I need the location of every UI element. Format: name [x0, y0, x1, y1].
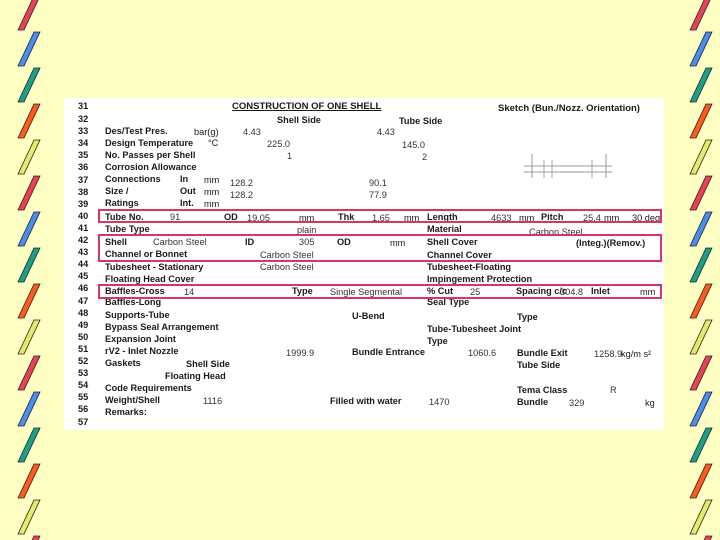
tube-type: plain — [297, 225, 317, 235]
row-number: 47 — [78, 295, 89, 306]
stripe-segment — [690, 32, 712, 66]
label-bypass: Bypass Seal Arrangement — [105, 322, 219, 332]
label-od2: OD — [337, 237, 351, 247]
stripe-segment — [18, 212, 40, 246]
label-in: In — [180, 174, 189, 184]
label-remarks: Remarks: — [105, 407, 147, 417]
row-number: 53 — [78, 368, 89, 379]
temp-shell: 225.0 — [267, 139, 290, 149]
label-inlet: Inlet — [591, 286, 610, 296]
label-impingement: Impingement Protection — [427, 274, 533, 284]
shell-cover-value: (Integ.)(Remov.) — [576, 238, 646, 248]
pct-cut: 25 — [470, 287, 481, 297]
label-tube-no: Tube No. — [105, 212, 144, 222]
label-pct-cut: % Cut — [427, 286, 454, 296]
label-type: Type — [292, 286, 313, 296]
stripe-segment — [18, 248, 40, 282]
stripe-segment — [18, 176, 40, 210]
unit-mm-shell-od: mm — [390, 238, 406, 248]
label-connections: Connections — [105, 174, 161, 184]
row-number: 31 — [78, 101, 89, 111]
label-int: Int. — [180, 198, 194, 208]
label-od: OD — [224, 212, 238, 222]
length: 4633 — [491, 213, 512, 223]
label-size: Size / — [105, 186, 129, 196]
baffles-cross: 14 — [184, 287, 195, 297]
label-supports-tube: Supports-Tube — [105, 310, 170, 320]
out-shell: 128.2 — [230, 190, 253, 200]
highlight-baffles-row — [98, 284, 662, 299]
passes-tube: 2 — [422, 152, 428, 162]
row-number: 39 — [78, 198, 89, 209]
stripe-segment — [18, 356, 40, 390]
stripe-segment — [18, 104, 40, 138]
row-number: 40 — [78, 210, 89, 221]
label-design-temp: Design Temperature — [105, 138, 194, 148]
label-length: Length — [427, 212, 458, 222]
unit-mm-od: mm — [299, 213, 315, 223]
rv2-value: 1999.9 — [286, 348, 315, 358]
label-bundle: Bundle — [517, 397, 549, 407]
label-out: Out — [180, 186, 196, 196]
unit-mm-length: mm — [519, 213, 535, 223]
row-number: 51 — [78, 343, 89, 354]
stripe-segment — [18, 284, 40, 318]
label-gaskets: Gaskets — [105, 358, 141, 368]
label-tube-side-gasket: Tube Side — [517, 360, 561, 370]
temp-tube: 145.0 — [402, 140, 425, 150]
filled-water: 1470 — [429, 397, 450, 407]
label-u-bend: U-Bend — [352, 311, 385, 321]
unit-mm-inlet: mm — [640, 287, 656, 297]
label-id: ID — [245, 237, 255, 247]
row-number: 38 — [78, 186, 89, 197]
stripe-segment — [690, 392, 712, 426]
stripe-segment — [690, 68, 712, 102]
pitch-angle: 30 deg — [632, 213, 661, 223]
shell-id: 305 — [299, 237, 315, 247]
row-number: 32 — [78, 114, 89, 124]
stripe-segment — [690, 0, 712, 30]
label-tube-tubesheet: Tube-Tubesheet Joint — [427, 324, 522, 334]
unit-mm-int: mm — [204, 199, 220, 209]
stripe-segment — [18, 320, 40, 354]
row-number: 57 — [78, 416, 89, 427]
label-des-test-pres: Des/Test Pres. — [105, 126, 168, 136]
label-tubesheet-stationary: Tubesheet - Stationary — [105, 262, 204, 272]
label-spacing: Spacing c/c — [516, 286, 568, 296]
label-bundle-exit: Bundle Exit — [517, 348, 568, 358]
stripe-segment — [18, 500, 40, 534]
unit-mm-pitch: mm — [604, 213, 620, 223]
row-number: 49 — [78, 319, 89, 330]
out-tube: 77.9 — [369, 190, 387, 200]
pres-tube: 4.43 — [377, 127, 395, 137]
label-shell-side-gasket: Shell Side — [186, 359, 230, 369]
label-filled-water: Filled with water — [330, 396, 402, 406]
label-floating-head: Floating Head — [165, 371, 226, 381]
unit-mm-thk: mm — [404, 213, 420, 223]
label-rv2: rV2 - Inlet Nozzle — [105, 346, 179, 356]
stripe-segment — [690, 104, 712, 138]
label-channel-bonnet: Channel or Bonnet — [105, 249, 188, 259]
shell-side-header: Shell Side — [277, 115, 321, 125]
decorative-stripes-left — [4, 0, 44, 540]
label-channel-cover: Channel Cover — [427, 250, 492, 260]
label-shell-cover: Shell Cover — [427, 237, 478, 247]
row-number: 45 — [78, 271, 89, 282]
in-shell: 128.2 — [230, 178, 253, 188]
exchanger-sketch — [522, 148, 622, 188]
unit-mm-out: mm — [204, 187, 220, 197]
baffle-type: Single Segmental — [330, 287, 403, 297]
label-material: Material — [427, 224, 462, 234]
stripe-segment — [690, 536, 712, 540]
label-corrosion: Corrosion Allowance — [105, 162, 197, 172]
row-number: 55 — [78, 392, 89, 403]
stripe-segment — [18, 464, 40, 498]
stripe-segment — [690, 212, 712, 246]
label-thk: Thk — [338, 212, 355, 222]
label-type-expansion: Type — [427, 336, 448, 346]
label-baffles-long: Baffles-Long — [105, 297, 162, 307]
bundle-exit: 1258.9 — [594, 349, 623, 359]
row-number: 54 — [78, 380, 89, 391]
datasheet — [64, 98, 664, 430]
stripe-segment — [18, 536, 40, 540]
unit-c: °C — [208, 138, 219, 148]
tema-class: R — [610, 385, 617, 395]
row-number: 34 — [78, 138, 89, 149]
stripe-segment — [18, 140, 40, 174]
row-number: 33 — [78, 126, 89, 137]
bundle-entrance: 1060.6 — [468, 348, 497, 358]
stripe-segment — [690, 500, 712, 534]
highlight-tube-row — [98, 209, 662, 223]
stripe-segment — [690, 464, 712, 498]
row-number: 44 — [78, 259, 89, 270]
stripe-segment — [18, 68, 40, 102]
channel-material: Carbon Steel — [260, 250, 314, 260]
weight-shell: 1116 — [203, 396, 223, 406]
label-tema-class: Tema Class — [517, 385, 568, 395]
label-type-ubend: Type — [517, 312, 538, 322]
label-code-req: Code Requirements — [105, 383, 192, 393]
label-baffles-cross: Baffles-Cross — [105, 286, 165, 296]
spacing: 304.8 — [560, 287, 583, 297]
stripe-segment — [690, 320, 712, 354]
stripe-segment — [690, 428, 712, 462]
row-number: 48 — [78, 307, 89, 318]
thk: 1.65 — [372, 213, 390, 223]
sketch-label: Sketch (Bun./Nozz. Orientation) — [498, 103, 640, 114]
label-tubesheet-floating: Tubesheet-Floating — [427, 262, 512, 272]
row-number: 42 — [78, 235, 89, 245]
row-number: 56 — [78, 404, 89, 415]
tubesheet-material: Carbon Steel — [260, 262, 314, 272]
unit-mm-in: mm — [204, 175, 220, 185]
stripe-segment — [18, 428, 40, 462]
stripe-segment — [18, 392, 40, 426]
stripe-segment — [690, 176, 712, 210]
tube-material: Carbon Steel — [529, 227, 583, 237]
pitch: 25.4 — [583, 213, 601, 223]
tube-no: 91 — [170, 212, 181, 222]
row-number: 36 — [78, 162, 89, 173]
label-seal-type: Seal Type — [427, 297, 470, 307]
stripe-segment — [690, 356, 712, 390]
label-tube-type: Tube Type — [105, 224, 150, 234]
label-pitch: Pitch — [541, 212, 564, 222]
row-number: 37 — [78, 174, 89, 185]
row-number: 43 — [78, 247, 89, 258]
stripe-segment — [690, 248, 712, 282]
bundle-weight: 329 — [569, 398, 585, 408]
stripe-segment — [690, 284, 712, 318]
passes-shell: 1 — [287, 151, 293, 161]
in-tube: 90.1 — [369, 178, 387, 188]
unit-kg: kg — [645, 398, 655, 408]
unit-kgms: kg/m s² — [621, 349, 652, 359]
row-number: 35 — [78, 150, 89, 161]
label-ratings: Ratings — [105, 198, 139, 208]
decorative-stripes-right — [676, 0, 716, 540]
label-floating-head-cover: Floating Head Cover — [105, 274, 195, 284]
tube-side-header: Tube Side — [399, 116, 443, 126]
label-weight-shell: Weight/Shell — [105, 395, 160, 405]
row-number: 46 — [78, 283, 89, 294]
shell-material: Carbon Steel — [153, 237, 207, 247]
datasheet-title: CONSTRUCTION OF ONE SHELL — [232, 101, 382, 112]
label-expansion: Expansion Joint — [105, 334, 176, 344]
row-number: 52 — [78, 356, 89, 366]
unit-barg: bar(g) — [194, 127, 219, 137]
od: 19.05 — [247, 213, 270, 223]
label-passes: No. Passes per Shell — [105, 150, 196, 160]
stripe-segment — [18, 0, 40, 30]
row-number: 41 — [78, 222, 89, 233]
highlight-shell-channel-rows — [98, 234, 662, 262]
label-shell: Shell — [105, 237, 127, 247]
label-bundle-entrance: Bundle Entrance — [352, 347, 426, 357]
stripe-segment — [690, 140, 712, 174]
row-number: 50 — [78, 331, 89, 342]
pres-shell: 4.43 — [243, 127, 261, 137]
stripe-segment — [18, 32, 40, 66]
